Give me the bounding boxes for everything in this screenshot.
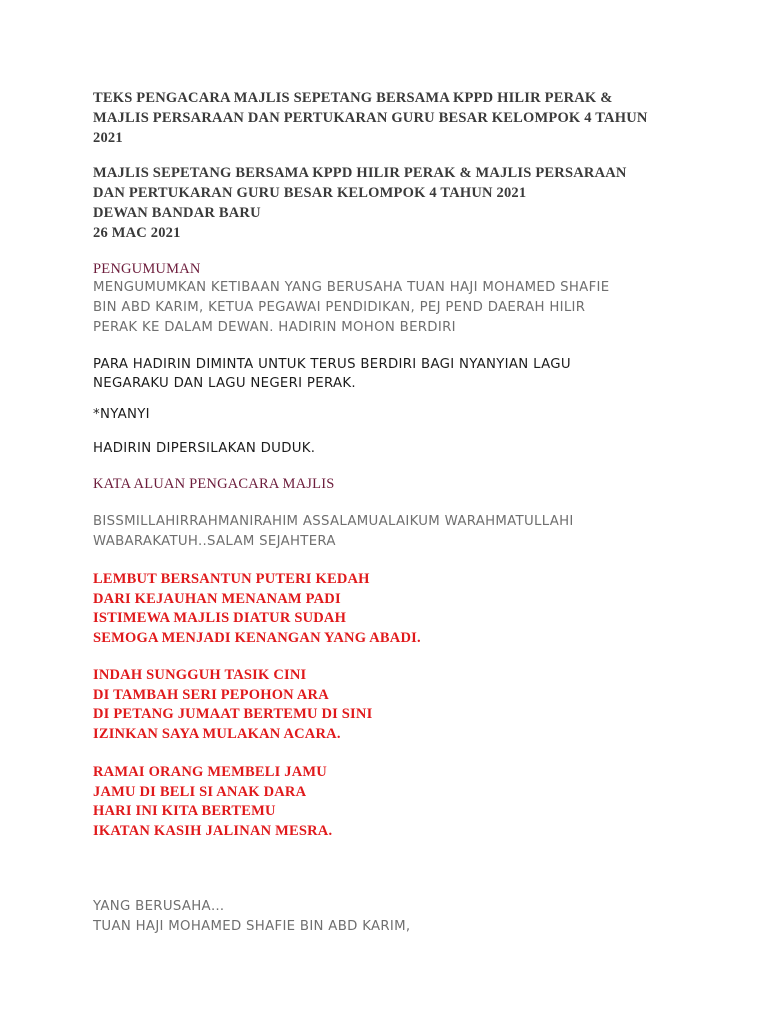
closing-line: YANG BERUSAHA…	[93, 899, 225, 914]
kata-aluan-heading: KATA ALUAN PENGACARA MAJLIS	[93, 476, 335, 492]
event-venue: DEWAN BANDAR BARU	[93, 205, 261, 221]
pantun-line: DI PETANG JUMAAT BERTEMU DI SINI	[93, 706, 373, 722]
pantun-line: IKATAN KASIH JALINAN MESRA.	[93, 822, 333, 839]
paragraph-line: BISSMILLAHIRRAHMANIRAHIM ASSALAMUALAIKUM WARAHMATULLAHI	[93, 514, 574, 529]
nyanyian-paragraph	[93, 355, 693, 393]
duduk-instruction: HADIRIN DIPERSILAKAN DUDUK.	[93, 441, 316, 456]
pantun-line: DI TAMBAH SERI PEPOHON ARA	[93, 686, 329, 703]
title-line: TEKS PENGACARA MAJLIS SEPETANG BERSAMA KPPD HILIR PERAK &	[93, 90, 613, 106]
pantun-line: ISTIMEWA MAJLIS DIATUR SUDAH	[93, 610, 347, 626]
pantun-line: IZINKAN SAYA MULAKAN ACARA.	[93, 725, 341, 742]
event-name-line: DAN PERTUKARAN GURU BESAR KELOMPOK 4 TAHUN 2021	[93, 185, 527, 201]
paragraph-line: PARA HADIRIN DIMINTA UNTUK TERUS BERDIRI BAGI NYANYIAN LAGU	[93, 357, 571, 372]
paragraph-line: BIN ABD KARIM, KETUA PEGAWAI PENDIDIKAN, PEJ PEND DAERAH HILIR	[93, 300, 586, 315]
paragraph-line: MENGUMUMKAN KETIBAAN YANG BERUSAHA TUAN HAJI MOHAMED SHAFIE	[93, 280, 610, 295]
pengumuman-paragraph	[93, 278, 693, 338]
nyanyi-instruction: *NYANYI	[93, 407, 150, 422]
pantun-line: JAMU DI BELI SI ANAK DARA	[93, 783, 307, 800]
pantun-line: SEMOGA MENJADI KENANGAN YANG ABADI.	[93, 629, 421, 646]
pantun-line: HARI INI KITA BERTEMU	[93, 803, 276, 819]
paragraph-line: PERAK KE DALAM DEWAN. HADIRIN MOHON BERDIRI	[93, 320, 456, 335]
pantun-line: INDAH SUNGGUH TASIK CINI	[93, 667, 307, 683]
closing-paragraph	[93, 897, 693, 937]
title-line: 2021	[93, 130, 123, 146]
event-name-line: MAJLIS SEPETANG BERSAMA KPPD HILIR PERAK & MAJLIS PERSARAAN	[93, 165, 627, 181]
pantun-line: DARI KEJAUHAN MENANAM PADI	[93, 590, 341, 607]
pantun-line: LEMBUT BERSANTUN PUTERI KEDAH	[93, 571, 370, 587]
kata-aluan-paragraph	[93, 512, 693, 552]
title-line: MAJLIS PERSARAAN DAN PERTUKARAN GURU BESAR KELOMPOK 4 TAHUN	[93, 110, 648, 126]
event-date: 26 MAC 2021	[93, 225, 181, 241]
closing-line: TUAN HAJI MOHAMED SHAFIE BIN ABD KARIM,	[93, 919, 411, 934]
pantun-stanza-1	[93, 570, 693, 648]
pengumuman-heading: PENGUMUMAN	[93, 261, 201, 277]
paragraph-line: NEGARAKU DAN LAGU NEGERI PERAK.	[93, 376, 356, 391]
event-details	[93, 163, 693, 243]
pantun-line: RAMAI ORANG MEMBELI JAMU	[93, 764, 327, 780]
document-title	[93, 88, 693, 148]
pantun-stanza-3	[93, 763, 693, 841]
pantun-stanza-2	[93, 666, 693, 744]
paragraph-line: WABARAKATUH..SALAM SEJAHTERA	[93, 534, 336, 549]
